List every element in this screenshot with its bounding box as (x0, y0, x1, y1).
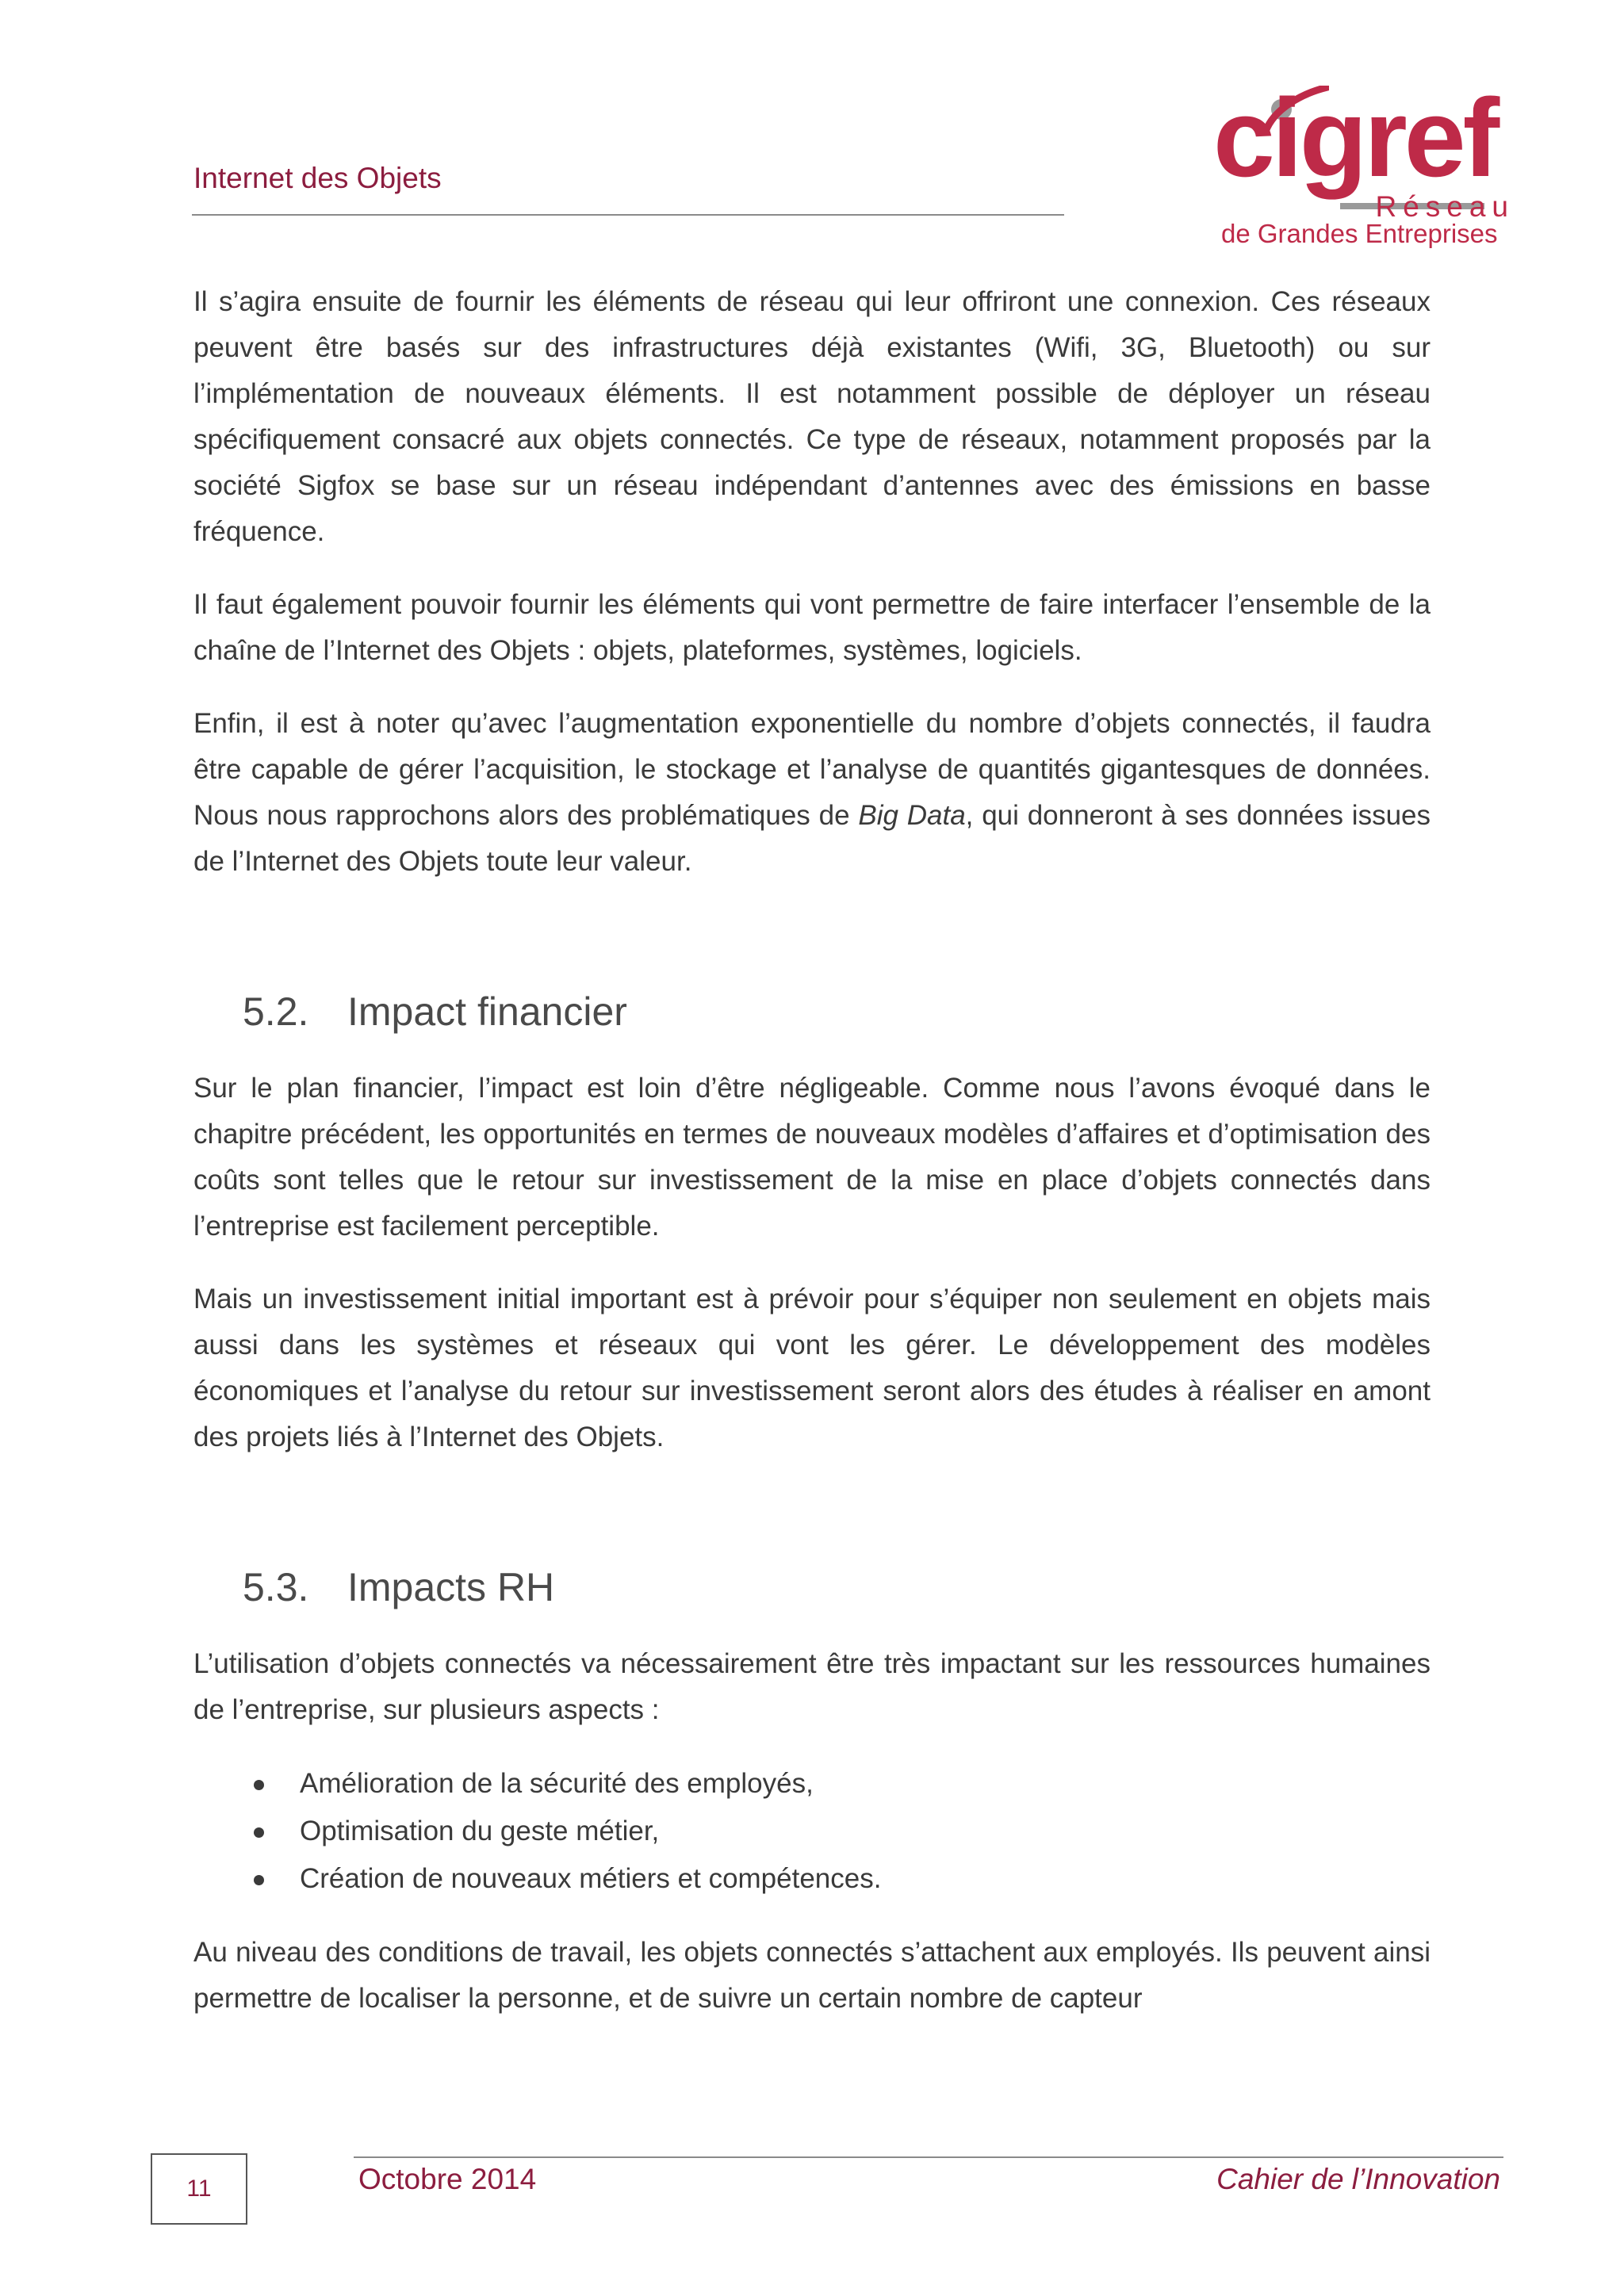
section-number: 5.2. (243, 989, 309, 1034)
paragraph-working-conditions: Au niveau des conditions de travail, les objets connectés s’attachent aux employés. Ils peuvent ainsi permettre de localiser la personne, et de suivre un certain nombre de capteur (193, 1937, 1431, 2014)
hr-aspects-list (193, 1760, 1431, 1903)
cigref-logo (1213, 75, 1515, 254)
bullet-icon (254, 1780, 264, 1790)
footer-divider (354, 2156, 1503, 2158)
list-item: Création de nouveaux métiers et compétences. (193, 1855, 1431, 1903)
section-number: 5.3. (243, 1565, 309, 1609)
section-heading-hr (243, 1563, 1431, 1611)
section-title: Impact financier (347, 989, 627, 1034)
big-data-emphasis: Big Data (858, 800, 966, 831)
section-title: Impacts RH (347, 1565, 555, 1609)
paragraph-financial-investment: Mais un investissement initial important est à prévoir pour s’équiper non seulement en objets mais aussi dans les systèmes et réseaux qui vont les gérer. Le développement des modèles économiques et l’analyse du retour sur investissement seront alors des études à réaliser en amont des projets liés à l’Internet des Objets. (193, 1284, 1431, 1452)
header-title: Internet des Objets (193, 162, 442, 194)
logo-subtitle-entreprises: de Grandes Entreprises (1221, 219, 1498, 248)
list-item: Optimisation du geste métier, (193, 1808, 1431, 1855)
paragraph-big-data (193, 701, 1431, 885)
page-content (193, 279, 1431, 2049)
bullet-icon (254, 1875, 264, 1885)
footer-date: Octobre 2014 (358, 2163, 537, 2195)
section-heading-financial (243, 988, 1431, 1035)
list-item: Amélioration de la sécurité des employés, (193, 1760, 1431, 1808)
page-number-box (151, 2153, 247, 2225)
paragraph-interfaces: Il faut également pouvoir fournir les éléments qui vont permettre de faire interfacer l’ensemble de la chaîne de l’Internet des Objets : objets, plateformes, systèmes, logiciels. (193, 589, 1431, 666)
page-number: 11 (186, 2175, 212, 2202)
logo-wordmark: cigref (1213, 75, 1497, 200)
logo-subtitle-reseau: Réseau (1375, 190, 1515, 223)
paragraph-financial-impact: Sur le plan financier, l’impact est loin d’être négligeable. Comme nous l’avons évoqué dans le chapitre précédent, les opportunités en termes de nouveaux modèles d’affaires et d’optimisation des coûts sont telles que le retour sur investissement de la mise en place d’objets connectés dans l’entreprise est facilement perceptible. (193, 1073, 1431, 1242)
big-data-text-after: , qui donneront à ses données issues de l’Internet des Objets toute leur valeur. (193, 800, 1431, 877)
header-divider (192, 214, 1064, 216)
paragraph-networks: Il s’agira ensuite de fournir les éléments de réseau qui leur offriront une connexion. Ces réseaux peuvent être basés sur des infrastructures déjà existantes (Wifi, 3G, Bluetooth) ou sur l’implémentation de nouveaux éléments. Il est notamment possible de déployer un réseau spécifiquement consacré aux objets connectés. Ce type de réseaux, notamment proposés par la société Sigfox se base sur un réseau indépendant d’antennes avec des émissions en basse fréquence. (193, 286, 1431, 547)
bullet-icon (254, 1827, 264, 1838)
footer-publication: Cahier de l’Innovation (1216, 2163, 1500, 2195)
paragraph-hr-intro: L’utilisation d’objets connectés va nécessairement être très impactant sur les ressources humaines de l’entreprise, sur plusieurs aspects : (193, 1648, 1431, 1725)
big-data-text-before: Enfin, il est à noter qu’avec l’augmentation exponentielle du nombre d’objets connectés, il faudra être capable de gérer l’acquisition, le stockage et l’analyse de quantités gigantesques de données. Nous nous rapprochons alors des problématiques de (193, 708, 1431, 831)
